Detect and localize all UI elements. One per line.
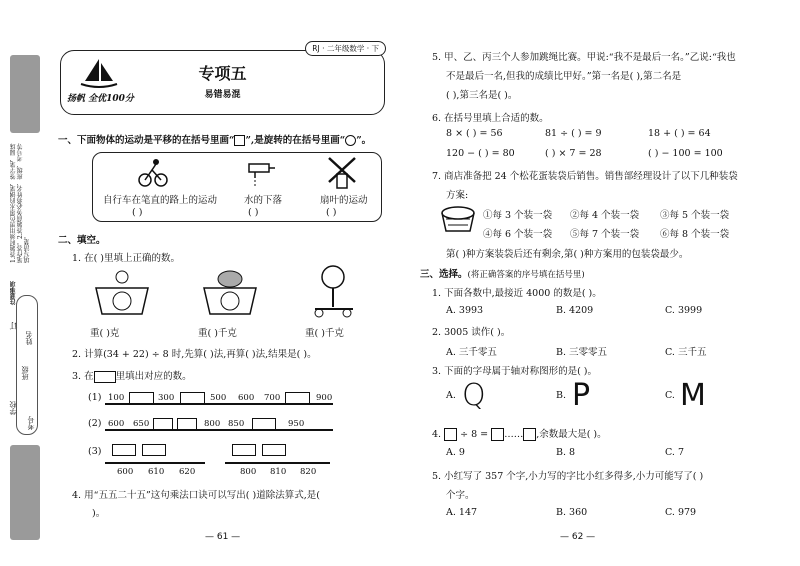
q7-option-3: ③每 5 个装一袋 bbox=[660, 210, 730, 221]
section-1-title-a: 一、下面物体的运动是平移的在括号里画“ bbox=[58, 135, 235, 146]
question-4-line-1: 4. 用“五五二十五”这句乘法口诀可以写出( )道除法算式,是( bbox=[72, 490, 320, 501]
numline-1-val-300: 300 bbox=[158, 393, 175, 403]
choice-5-b[interactable]: B. 360 bbox=[556, 507, 588, 518]
sidebar-gray-block-top bbox=[10, 55, 40, 133]
numline-1-val-700: 700 bbox=[264, 393, 281, 403]
q5-line-2: 不是最后一名,但我的成绩比甲好。”第一名是( ),第二名是 bbox=[446, 71, 682, 82]
choice-3-c[interactable]: C. bbox=[665, 390, 675, 401]
sidebar-field-class: 班级 bbox=[21, 366, 29, 380]
scale-answer-2[interactable]: 重( )千克 bbox=[198, 328, 237, 339]
motion-answer-3[interactable]: ( ) bbox=[326, 207, 337, 218]
choice-4-post: ,余数最大是( )。 bbox=[536, 429, 607, 440]
numline-3-val-810: 810 bbox=[270, 467, 287, 477]
page-title: 专项五 bbox=[198, 64, 247, 83]
numline-1-val-600: 600 bbox=[238, 393, 255, 403]
numline-2-blank-2[interactable] bbox=[177, 418, 197, 430]
numline-1-val-100: 100 bbox=[108, 393, 125, 403]
numline-3-axis-b bbox=[225, 462, 330, 464]
choice-4-div: ÷ 8 = bbox=[460, 429, 489, 440]
motion-item-fan: 扇叶的运动 bbox=[320, 195, 368, 206]
q7-option-5: ⑤每 7 个装一袋 bbox=[570, 229, 640, 240]
page-subtitle: 易错易混 bbox=[204, 90, 241, 100]
page-number-left: — 61 — bbox=[205, 532, 241, 542]
q6-eq-4[interactable]: 120 − ( ) = 80 bbox=[446, 148, 515, 159]
choice-1-a[interactable]: A. 3993 bbox=[446, 305, 484, 316]
sidebar-notice-label: 注意事项 bbox=[10, 281, 17, 305]
q6-eq-2[interactable]: 81 ÷ ( ) = 9 bbox=[545, 128, 602, 139]
numline-1-val-500: 500 bbox=[210, 393, 227, 403]
numline-1-label: (1) bbox=[88, 392, 102, 403]
numline-3-label: (3) bbox=[88, 446, 102, 457]
choice-3-a[interactable]: A. bbox=[446, 390, 456, 401]
choice-2-c[interactable]: C. 三千五 bbox=[665, 347, 707, 358]
section-3-note: (将正确答案的序号填在括号里) bbox=[467, 270, 585, 280]
numline-2-val-600: 600 bbox=[108, 419, 125, 429]
choice-1-c[interactable]: C. 3999 bbox=[665, 305, 703, 316]
q6-eq-5[interactable]: ( ) × 7 = 28 bbox=[545, 148, 602, 159]
numline-2-axis bbox=[105, 429, 333, 431]
section-1-title-c: ”。 bbox=[356, 135, 372, 146]
choice-4 bbox=[432, 426, 607, 441]
scale-icon-melon bbox=[200, 270, 260, 320]
q6-eq-6[interactable]: ( ) − 100 = 100 bbox=[648, 148, 723, 159]
section-3-title bbox=[420, 266, 585, 280]
choice-4-b[interactable]: B. 8 bbox=[556, 447, 576, 458]
section-3-label: 三、选择。 bbox=[420, 269, 468, 280]
numline-1-blank-2[interactable] bbox=[180, 392, 205, 404]
q5-line-3: ( ),第三名是( )。 bbox=[446, 90, 518, 101]
letter-m-glyph: M bbox=[680, 378, 706, 413]
choice-1-b[interactable]: B. 4209 bbox=[556, 305, 594, 316]
numline-3-blank-4[interactable] bbox=[262, 444, 286, 456]
numline-2-val-800: 800 bbox=[204, 419, 221, 429]
choice-2-b[interactable]: B. 三零零五 bbox=[556, 347, 608, 358]
sidebar-field-school: 学校 bbox=[9, 401, 17, 415]
numline-1-val-900: 900 bbox=[316, 393, 333, 403]
sidebar-field-name: 姓名 bbox=[25, 331, 33, 345]
numline-2-val-850: 850 bbox=[228, 419, 245, 429]
windmill-icon bbox=[325, 156, 359, 190]
question-3-pre: 3. 在 bbox=[72, 371, 94, 382]
q7-option-1: ①每 3 个装一袋 bbox=[483, 210, 553, 221]
question-4-line-2: )。 bbox=[92, 508, 106, 519]
choice-5-line-2: 个字。 bbox=[446, 490, 475, 501]
q7-option-4: ④每 6 个装一袋 bbox=[483, 229, 553, 240]
numline-3-axis-a bbox=[105, 462, 205, 464]
sidebar-gray-block-bottom bbox=[10, 445, 40, 540]
scale-icon-platform bbox=[305, 265, 360, 320]
choice-4-a[interactable]: A. 9 bbox=[446, 447, 465, 458]
q6-title: 6. 在括号里填上合适的数。 bbox=[432, 113, 549, 124]
numline-3-blank-2[interactable] bbox=[142, 444, 166, 456]
scale-answer-3[interactable]: 重( )千克 bbox=[305, 328, 344, 339]
numline-2-blank-3[interactable] bbox=[252, 418, 276, 430]
q7-option-6: ⑥每 8 个装一袋 bbox=[660, 229, 730, 240]
choice-4-pre: 4. bbox=[432, 429, 442, 440]
answer-box-symbol bbox=[94, 371, 116, 383]
question-3 bbox=[72, 368, 192, 383]
numline-1-blank-3[interactable] bbox=[285, 392, 310, 404]
sidebar-notice: 1.答题时须用黑色墨水的钢笔、签字笔、圆珠笔作答。2.答题前务必将姓名、班级、考号等填写清楚。 bbox=[10, 143, 31, 263]
section-2-title: 二、填空。 bbox=[58, 235, 106, 246]
choice-3: 3. 下面的字母属于轴对称图形的是( )。 bbox=[432, 366, 598, 377]
letter-q-glyph: Q bbox=[462, 378, 486, 413]
choice-1: 1. 下面各数中,最接近 4000 的数是( )。 bbox=[432, 288, 602, 299]
square-symbol bbox=[234, 135, 245, 146]
remainder-box[interactable] bbox=[523, 428, 536, 441]
question-3-post: 里填出对应的数。 bbox=[115, 371, 192, 382]
faucet-icon bbox=[245, 160, 279, 190]
letter-p-glyph: P bbox=[572, 378, 591, 413]
choice-5-a[interactable]: A. 147 bbox=[446, 507, 478, 518]
numline-3-val-620: 620 bbox=[179, 467, 196, 477]
numline-3-val-610: 610 bbox=[148, 467, 165, 477]
egg-basket-icon bbox=[440, 205, 476, 235]
numline-3-val-820: 820 bbox=[300, 467, 317, 477]
numline-3-blank-3[interactable] bbox=[232, 444, 256, 456]
sidebar-field-id: 考号 bbox=[27, 416, 35, 430]
page-number-right: — 62 — bbox=[560, 532, 596, 542]
choice-3-b[interactable]: B. bbox=[556, 390, 567, 401]
choice-5-line-1: 5. 小红写了 357 个字,小力写的字比小红多得多,小力可能写了( ) bbox=[432, 471, 704, 482]
numline-2-label: (2) bbox=[88, 418, 102, 429]
motion-item-bike: 自行车在笔直的路上的运动 bbox=[103, 195, 218, 206]
choice-2: 2. 3005 读作( )。 bbox=[432, 327, 511, 338]
grade-tag: RJ · 二年级数学 · 下 bbox=[305, 41, 386, 56]
numline-1-blank-1[interactable] bbox=[129, 392, 154, 404]
section-1-title bbox=[58, 132, 371, 146]
q7-line-2: 方案: bbox=[446, 190, 469, 201]
scale-answer-1[interactable]: 重( )克 bbox=[90, 328, 120, 339]
choice-4-remainder-sep: …… bbox=[504, 429, 524, 440]
scale-icon-apple bbox=[92, 270, 152, 320]
numline-2-val-950: 950 bbox=[288, 419, 305, 429]
q7-option-2: ②每 4 个装一袋 bbox=[570, 210, 640, 221]
q6-eq-3[interactable]: 18 + ( ) = 64 bbox=[648, 128, 711, 139]
section-1-title-b: ”,是旋转的在括号里画“ bbox=[245, 135, 346, 146]
q7-answer-line[interactable]: 第( )种方案装袋后还有剩余,第( )种方案用的包装袋最少。 bbox=[446, 249, 689, 260]
q7-line-1: 7. 商店准备把 24 个松花蛋装袋后销售。销售部经理设计了以下几种装袋 bbox=[432, 171, 738, 182]
question-1: 1. 在( )里填上正确的数。 bbox=[72, 253, 181, 264]
numline-3-val-600: 600 bbox=[117, 467, 134, 477]
question-2: 2. 计算(34 + 22) ÷ 8 时,先算( )法,再算( )法,结果是( )。 bbox=[72, 349, 317, 360]
numline-2-val-650: 650 bbox=[133, 419, 150, 429]
section-header bbox=[60, 44, 385, 115]
motion-item-water: 水的下落 bbox=[244, 195, 283, 206]
numline-3-blank-1[interactable] bbox=[112, 444, 136, 456]
circle-symbol bbox=[345, 135, 356, 146]
choice-2-a[interactable]: A. 三千零五 bbox=[446, 347, 497, 358]
numline-2-blank-1[interactable] bbox=[153, 418, 173, 430]
motion-answer-1[interactable]: ( ) bbox=[132, 207, 143, 218]
q6-eq-1[interactable]: 8 × ( ) = 56 bbox=[446, 128, 503, 139]
motion-answer-2[interactable]: ( ) bbox=[248, 207, 259, 218]
binding-sidebar bbox=[6, 55, 46, 540]
sidebar-bind-label: 订 bbox=[9, 322, 18, 330]
dividend-box[interactable] bbox=[444, 428, 457, 441]
numline-3-val-800: 800 bbox=[240, 467, 257, 477]
q5-line-1: 5. 甲、乙、丙三个人参加跳绳比赛。甲说:“我不是最后一名。”乙说:“我也 bbox=[432, 52, 736, 63]
cyclist-icon bbox=[138, 158, 168, 188]
brand-logo: 扬帆 全优100分 bbox=[67, 94, 134, 104]
choice-4-c[interactable]: C. 7 bbox=[665, 447, 685, 458]
quotient-box[interactable] bbox=[491, 428, 504, 441]
choice-5-c[interactable]: C. 979 bbox=[665, 507, 697, 518]
